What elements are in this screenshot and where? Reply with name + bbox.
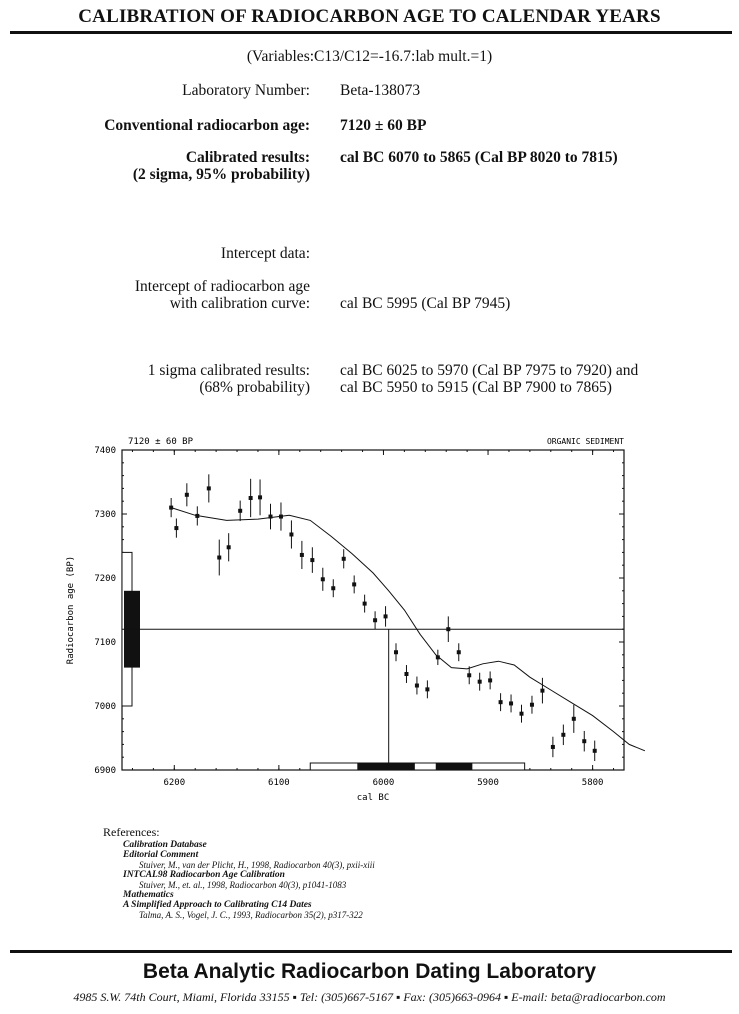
data-point [425, 687, 429, 691]
calibrated-sublabel: (2 sigma, 95% probability) [132, 166, 310, 183]
y-tick-label: 7400 [94, 446, 116, 456]
reference-citation: Stuiver, M., et. al., 1998, Radiocarbon 40(3), p1041-1083 [139, 880, 347, 890]
x-axis-label: cal BC [356, 793, 390, 803]
data-point [404, 672, 408, 676]
one-sigma-label-1: 1 sigma calibrated results: [147, 362, 310, 379]
lab-address: 4985 S.W. 74th Court, Miami, Florida 33155 ▪ Tel: (305)667-5167 ▪ Fax: (305)663-0964 ▪ E-mail: beta@radiocarbon.com [73, 990, 666, 1004]
data-point [249, 496, 253, 500]
data-point [551, 745, 555, 749]
data-point [342, 557, 346, 561]
data-point [582, 739, 586, 743]
data-point [300, 553, 304, 557]
x-tick-label: 6100 [268, 778, 290, 788]
data-point [289, 532, 293, 536]
x-tick-label: 5900 [477, 778, 499, 788]
intercept-value: cal BC 5995 (Cal BP 7945) [340, 295, 511, 312]
data-point [363, 602, 367, 606]
y-tick-label: 7100 [94, 638, 116, 648]
data-point [520, 712, 524, 716]
y-tick-label: 7300 [94, 510, 116, 520]
data-point [384, 614, 388, 618]
data-point [217, 556, 221, 560]
chart-title-right: ORGANIC SEDIMENT [546, 437, 624, 446]
data-point [352, 582, 356, 586]
data-point [593, 749, 597, 753]
reference-title: A Simplified Approach to Calibrating C14 Dates [123, 900, 312, 910]
data-point [467, 673, 471, 677]
one-sigma-label-2: (68% probability) [199, 379, 310, 396]
one-sigma-value-2: cal BC 5950 to 5915 (Cal BP 7900 to 7865) [340, 379, 612, 396]
data-point [279, 515, 283, 519]
data-point [321, 577, 325, 581]
one-sigma-value-1: cal BC 6025 to 5970 (Cal BP 7975 to 7920) and [340, 362, 639, 379]
data-point [488, 678, 492, 682]
reference-citation: Stuiver, M., van der Plicht, H., 1998, Radiocarbon 40(3), pxii-xiii [139, 860, 375, 870]
reference-title: Calibration Database [123, 840, 207, 850]
variables-line: (Variables:C13/C12=-16.7:lab mult.=1) [246, 48, 493, 65]
data-point [457, 650, 461, 654]
calibration-chart [0, 428, 739, 813]
data-point [446, 627, 450, 631]
reference-title: Editorial Comment [123, 850, 199, 860]
plot-frame [122, 450, 624, 770]
data-point [561, 733, 565, 737]
data-point [509, 701, 513, 705]
reference-citation: Talma, A. S., Vogel, J. C., 1993, Radiocarbon 35(2), p317-322 [139, 910, 363, 920]
y-tick-label: 7200 [94, 574, 116, 584]
data-point [530, 703, 534, 707]
conventional-age-value: 7120 ± 60 BP [340, 117, 427, 134]
data-point [227, 545, 231, 549]
references [103, 825, 375, 920]
data-point [169, 506, 173, 510]
data-point [540, 689, 544, 693]
data-point [394, 650, 398, 654]
lab-number-value: Beta-138073 [340, 82, 421, 99]
range-1sigma-bar [436, 763, 473, 770]
data-point [331, 586, 335, 590]
data-point [478, 680, 482, 684]
y-axis-label: Radiocarbon age (BP) [66, 555, 76, 665]
intercept-label-1: Intercept of radiocarbon age [134, 278, 310, 295]
x-tick-label: 6000 [372, 778, 395, 788]
footer-divider [10, 950, 732, 953]
data-point [207, 486, 211, 490]
data-point [436, 655, 440, 659]
calibrated-value: cal BC 6070 to 5865 (Cal BP 8020 to 7815) [340, 149, 618, 166]
data-point [572, 717, 576, 721]
data-point [310, 558, 314, 562]
data-point [415, 684, 419, 688]
data-point [373, 618, 377, 622]
intercept-label-2: with calibration curve: [169, 295, 310, 312]
y-tick-label: 6900 [94, 766, 116, 776]
references-heading: References: [103, 825, 160, 839]
x-tick-label: 6200 [163, 778, 186, 788]
data-point [269, 515, 273, 519]
page-title: CALIBRATION OF RADIOCARBON AGE TO CALENDAR YEARS [78, 6, 661, 27]
data-point [258, 495, 262, 499]
data-point [499, 700, 503, 704]
reference-title: INTCAL98 Radiocarbon Age Calibration [123, 870, 285, 880]
intercept-data-label: Intercept data: [220, 245, 310, 262]
chart-title-left: 7120 ± 60 BP [128, 437, 194, 447]
conventional-age-label: Conventional radiocarbon age: [104, 117, 310, 134]
data-point [185, 493, 189, 497]
header-divider [10, 31, 732, 34]
range-1sigma-bar [357, 763, 415, 770]
data-point [195, 514, 199, 518]
data-point [238, 509, 242, 513]
reference-title: Mathematics [123, 890, 174, 900]
y-tick-label: 7000 [94, 702, 116, 712]
data-point [174, 526, 178, 530]
lab-name: Beta Analytic Radiocarbon Dating Laboratory [142, 960, 597, 983]
lab-number-label: Laboratory Number: [182, 82, 310, 99]
calibrated-label: Calibrated results: [185, 149, 310, 166]
x-tick-label: 5800 [581, 778, 604, 788]
range-2sigma-bar [310, 763, 524, 770]
